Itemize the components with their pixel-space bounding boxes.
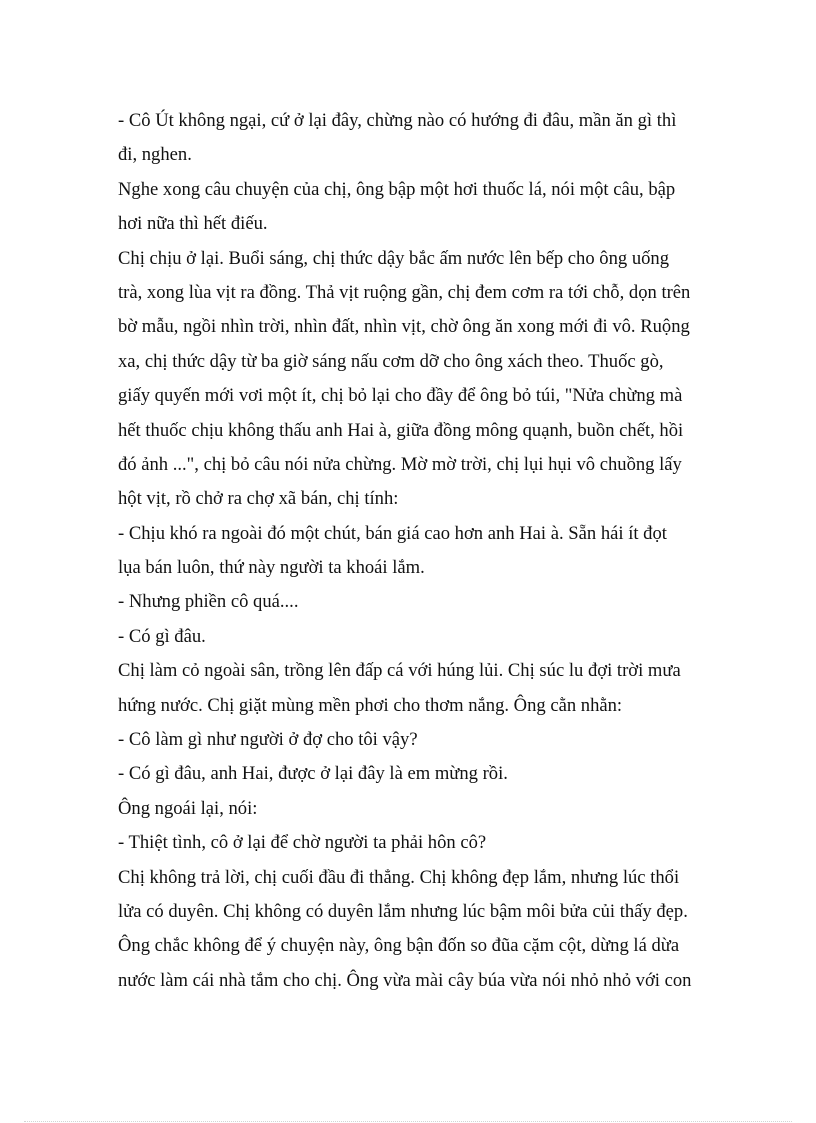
text-line: Chị làm cỏ ngoài sân, trồng lên đấp cá với húng lủi. Chị súc lu đợi trời mưa xyxy=(118,660,681,682)
text-line: bờ mẫu, ngồi nhìn trời, nhìn đất, nhìn vịt, chờ ông ăn xong mới đi vô. Ruộng xyxy=(118,316,690,338)
text-line: đó ảnh ...", chị bỏ câu nói nửa chừng. Mờ mờ trời, chị lụi hụi vô chuồng lấy xyxy=(118,453,682,475)
text-line: trà, xong lùa vịt ra đồng. Thả vịt ruộng gần, chị đem cơm ra tới chỗ, dọn trên xyxy=(118,281,691,303)
text-line: lửa có duyên. Chị không có duyên lắm nhưng lúc bậm môi bửa củi thấy đẹp. xyxy=(118,900,688,922)
story-text xyxy=(118,104,708,998)
text-line: Ông chắc không để ý chuyện này, ông bận đốn so đũa cặm cột, dừng lá dừa xyxy=(118,935,680,957)
text-line: hột vịt, rồ chở ra chợ xã bán, chị tính: xyxy=(118,488,399,510)
text-line: - Có gì đâu, anh Hai, được ở lại đây là em mừng rồi. xyxy=(118,763,508,785)
text-line: nước làm cái nhà tắm cho chị. Ông vừa mài cây búa vừa nói nhỏ nhỏ với con xyxy=(118,969,692,991)
text-line: - Thiệt tình, cô ở lại để chờ người ta phải hôn cô? xyxy=(118,832,487,854)
text-line: lụa bán luôn, thứ này người ta khoái lắm. xyxy=(118,557,425,579)
text-line: hơi nữa thì hết điếu. xyxy=(118,213,268,235)
text-line: - Nhưng phiền cô quá.... xyxy=(118,591,299,613)
text-line: Chị không trả lời, chị cuối đầu đi thẳng. Chị không đẹp lắm, nhưng lúc thổi xyxy=(118,866,680,888)
text-line: đi, nghen. xyxy=(118,144,192,166)
text-line: - Cô Út không ngại, cứ ở lại đây, chừng nào có hướng đi đâu, mần ăn gì thì xyxy=(118,110,677,131)
text-line: hứng nước. Chị giặt mùng mền phơi cho thơm nắng. Ông cằn nhằn: xyxy=(118,694,623,716)
text-line: - Có gì đâu. xyxy=(118,625,206,647)
text-line: - Chịu khó ra ngoài đó một chút, bán giá cao hơn anh Hai à. Sẵn hái ít đọt xyxy=(118,522,667,544)
text-line: giấy quyến mới vơi một ít, chị bỏ lại cho đầy để ông bỏ túi, "Nửa chừng mà xyxy=(118,385,683,407)
text-line: Nghe xong câu chuyện của chị, ông bập một hơi thuốc lá, nói một câu, bập xyxy=(118,178,676,200)
text-line: Ông ngoái lại, nói: xyxy=(118,797,258,819)
text-line: hết thuốc chịu không thấu anh Hai à, giữa đồng mông quạnh, buồn chết, hồi xyxy=(118,419,684,441)
text-line: xa, chị thức dậy từ ba giờ sáng nấu cơm dỡ cho ông xách theo. Thuốc gò, xyxy=(118,350,664,372)
text-line: - Cô làm gì như người ở đợ cho tôi vậy? xyxy=(118,729,418,751)
page-bottom-edge xyxy=(24,1121,792,1122)
text-line: Chị chịu ở lại. Buổi sáng, chị thức dậy bắc ấm nước lên bếp cho ông uống xyxy=(118,247,670,269)
